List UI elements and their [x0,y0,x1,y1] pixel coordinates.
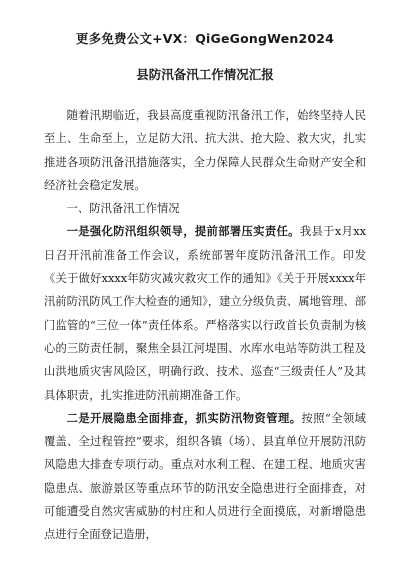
section-heading-text: 一、防汛备汛工作情况 [66,202,180,216]
paragraph-intro [44,104,366,197]
paragraph-leadership-lead: 一是强化防汛组织领导，提前部署压实责任。 [66,224,300,239]
paragraph-inspection-text: 按照“全领域覆盖、全过程管控”要求，组织各镇（场）、县直单位开展防汛防风隐患大排查专项行动。重点对水利工程、在建工程、地质灾害隐患点、旅游景区等重点环节的防汛安全隐患进行全面排查，对可能遭受自然灾害威胁的村庄和人员进行全面摸底，对新增隐患点进行全面登记造册， [44,411,366,542]
section-heading [44,197,366,220]
paragraph-leadership-text: 我县于x月xx日召开汛前准备工作会议，系统部署年度防汛备汛工作。印发《关于做好xxxx年防灾减灾救灾工作的通知》《关于开展xxxx年汛前防汛防风工作大检查的通知》，建立分级负责、属地管理、部门监管的“三位一体”责任体系。严格落实以行政首长负责制为核心的三防责任制，聚焦全县江河堤围、水库水电站等防洪工程及山洪地质灾害风险区，明确行政、技术、巡查“三级责任人”及其具体职责，扎实推进防汛前期准备工作。 [44,225,366,402]
document-body [44,104,366,547]
paragraph-inspection-lead: 二是开展隐患全面排查，抓实防汛物资管理。 [66,410,302,425]
paragraph-leadership [44,220,366,406]
paragraph-intro-text: 随着汛期临近，我县高度重视防汛备汛工作，始终坚持人民至上、生命至上，立足防大汛、抗大洪、抢大险、救大灾，扎实推进各项防汛备汛措施落实，全力保障人民群众生命财产安全和经济社会稳定发展。 [44,109,366,192]
paragraph-inspection [44,407,366,547]
header-watermark-text: 更多免费公文+VX：QiGeGongWen2024 [75,31,335,46]
document-title: 县防汛备汛工作情况汇报 [136,67,274,82]
